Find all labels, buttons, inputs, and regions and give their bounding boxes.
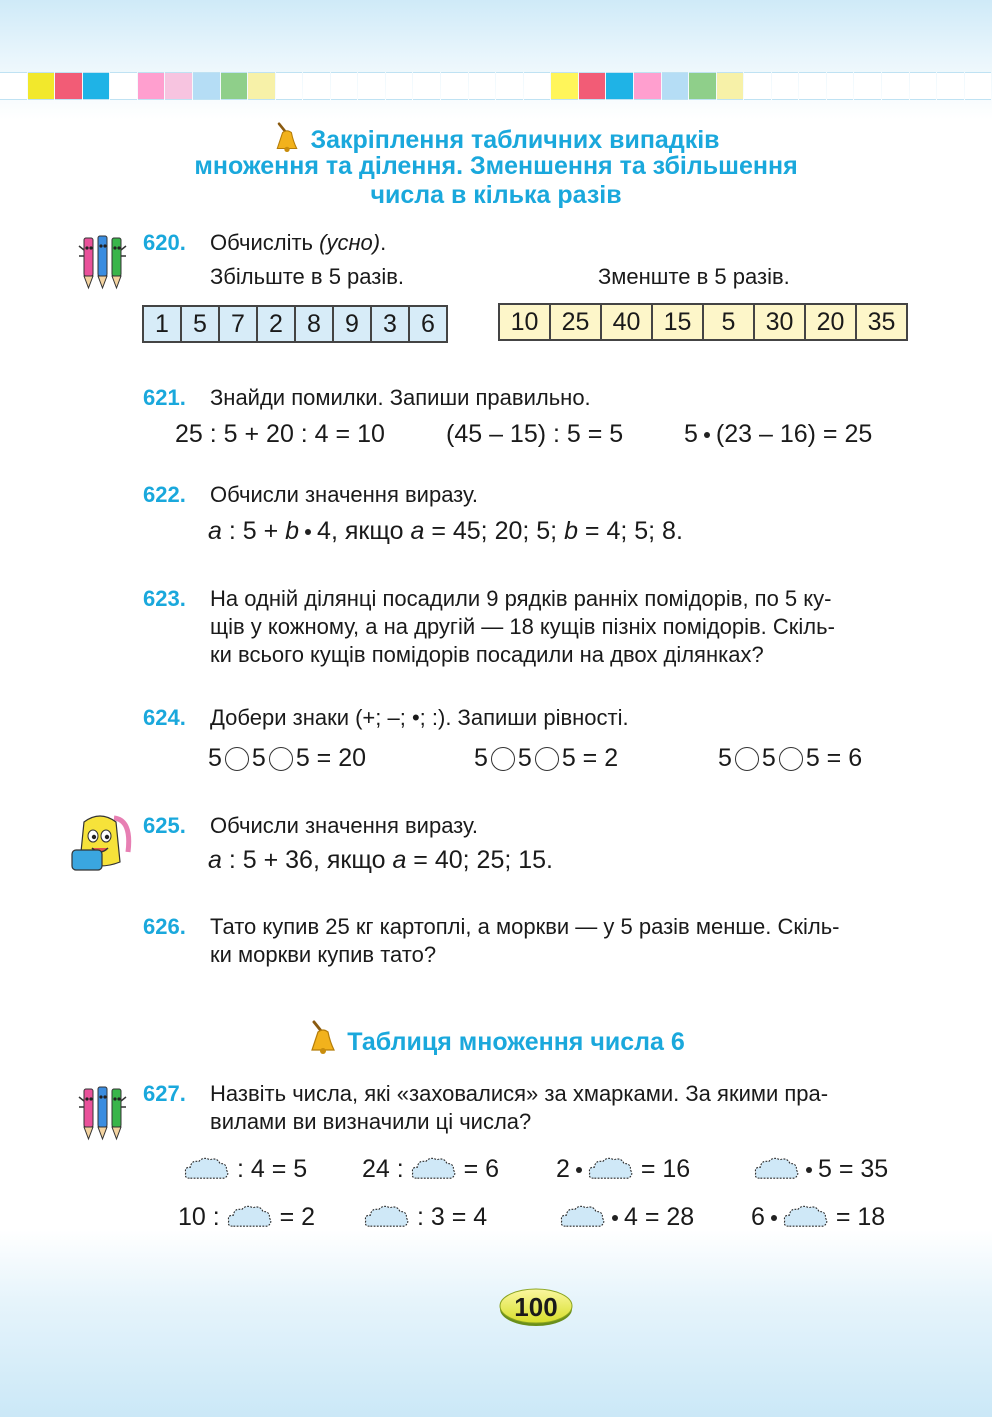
operand: 5 = 2 [561,744,619,772]
strip-cell [110,72,137,100]
strip-cell [579,72,606,100]
exercise-line: На одній ділянці посадили 9 рядків ранніх помідорів, по 5 ку- [210,586,832,611]
cloud-icon [184,1155,230,1183]
equation-text: : 4 = 5 [236,1155,308,1183]
strip-cell [0,72,27,100]
exercise-626 [143,913,913,969]
cloud-equation [178,1203,315,1232]
blank-circle[interactable] [779,747,803,771]
expression [208,846,553,875]
decorative-color-strip [0,72,992,100]
multiply-dot-icon [771,1215,777,1221]
exercise-number: 623. [143,586,186,611]
table-cell: 7 [219,306,257,342]
equation-text: 2 [556,1155,570,1183]
exercise-line: ки моркви купив тато? [210,942,437,967]
exercise-number: 626. [143,914,186,939]
strip-cell [689,72,716,100]
decrease-table [498,303,908,341]
expression: (45 – 15) : 5 = 5 [446,420,624,448]
expression-part: = 40; 25; 15. [406,846,554,874]
cloud-icon [411,1155,457,1183]
operand: 5 = 6 [805,744,863,772]
strip-cell [882,72,909,100]
exercise-623 [143,585,913,669]
exercise-number: 620. [143,230,186,255]
exercise-line: щів у кожному, а на другій — 18 кущів пізніх помідорів. Скіль- [210,614,835,639]
cloud-equation [556,1155,690,1184]
exercise-text: Обчисліть [210,230,313,255]
strip-cell [524,72,551,100]
cloud-equation [560,1203,694,1232]
cloud-icon [783,1203,829,1231]
strip-cell [248,72,275,100]
strip-cell [331,72,358,100]
strip-cell [717,72,744,100]
equation-group [718,744,862,773]
exercise-line: вилами ви визначили ці числа? [210,1109,532,1134]
exercise-text: Добери знаки (+; –; •; :). Запиши рівності. [210,705,629,730]
table-cell: 5 [703,304,754,340]
section-heading-2 [0,1020,992,1060]
exercise-number: 627. [143,1081,186,1106]
equation-text: = 2 [279,1203,316,1231]
expression-part: (23 – 16) = 25 [715,420,873,448]
strip-cell [358,72,385,100]
exercise-text-italic: (усно) [319,230,381,255]
heading-line-3: числа в кілька разів [370,181,622,209]
operand: 5 [761,744,776,772]
heading-line-1: Закріплення табличних випадків [310,126,720,154]
exercise-text: Обчисли значення виразу. [210,813,478,838]
exercise-line: Назвіть числа, які «заховалися» за хмарками. За якими пра- [210,1081,829,1106]
table-cell: 40 [601,304,652,340]
operand: 5 [251,744,266,772]
blank-circle[interactable] [535,747,559,771]
operand: 5 [208,744,222,772]
operand: 5 = 20 [295,744,367,772]
strip-cell [83,72,110,100]
page-number-badge [498,1288,574,1328]
exercise-622 [143,481,913,509]
variable: a [208,846,222,874]
strip-cell [413,72,440,100]
blank-circle[interactable] [225,747,249,771]
exercise-number: 622. [143,482,186,507]
expression-part: : 5 + [221,517,286,545]
table-cell: 10 [499,304,550,340]
expression [684,420,872,449]
strip-cell [165,72,192,100]
expression-part: = 4; 5; 8. [577,517,683,545]
bell-icon [307,1020,339,1060]
cloud-icon [364,1203,410,1231]
equation-text: = 16 [640,1155,691,1183]
strip-cell [772,72,799,100]
cloud-icon [754,1155,800,1183]
operand: 5 [718,744,732,772]
exercise-624 [143,704,913,732]
strip-cell [28,72,55,100]
variable: a [208,517,222,545]
expression-part: 5 [684,420,698,448]
table-cell: 9 [333,306,371,342]
blank-circle[interactable] [735,747,759,771]
cloud-icon [227,1203,273,1231]
equation-text: 6 [751,1203,765,1231]
table-cell: 2 [257,306,295,342]
strip-cell [854,72,881,100]
equation-text: 5 = 35 [818,1155,889,1183]
equation-text: = 6 [463,1155,500,1183]
table-cell: 15 [652,304,703,340]
exercise-number: 621. [143,385,186,410]
strip-cell [634,72,661,100]
exercise-number: 624. [143,705,186,730]
multiply-dot-icon [305,529,311,535]
cloud-equation [184,1155,307,1184]
strip-cell [910,72,937,100]
table-cell: 35 [856,304,907,340]
backpack-icon [70,812,134,879]
multiply-dot-icon [576,1167,582,1173]
exercise-line: ки всього кущів помідорів посадили на двох ділянках? [210,642,764,667]
right-label: Зменште в 5 разів. [598,264,790,289]
strip-cell [744,72,771,100]
strip-cell [441,72,468,100]
pencils-icon [78,232,138,297]
expression-part: 4, якщо [317,517,411,545]
strip-cell [138,72,165,100]
strip-cell [799,72,826,100]
exercise-text-end: . [380,230,387,255]
exercise-number: 625. [143,813,186,838]
strip-cell [276,72,303,100]
heading-line-2: множення та ділення. Зменшення та збільшення [194,152,798,180]
strip-cell [496,72,523,100]
blank-circle[interactable] [491,747,515,771]
equation-text: = 18 [835,1203,886,1231]
blank-circle[interactable] [269,747,293,771]
strip-cell [606,72,633,100]
cloud-equation [754,1155,888,1184]
variable: a [392,846,407,874]
equation-text: : 3 = 4 [416,1203,488,1231]
exercise-620 [143,229,913,257]
variable: b [285,517,300,545]
table-cell: 6 [409,306,447,342]
variable: a [410,517,425,545]
strip-cell [221,72,248,100]
exercise-line: Тато купив 25 кг картоплі, а моркви — у 5 разів менше. Скіль- [210,914,840,939]
equation-text: 24 : [362,1155,404,1183]
table-cell: 5 [181,306,219,342]
strip-cell [827,72,854,100]
cloud-icon [560,1203,606,1231]
strip-cell [193,72,220,100]
table-cell: 1 [143,306,181,342]
table-cell: 8 [295,306,333,342]
equation-group [208,744,366,773]
operand: 5 [474,744,488,772]
strip-cell [662,72,689,100]
expression-part: = 45; 20; 5; [424,517,565,545]
strip-cell [469,72,496,100]
exercise-625 [143,812,913,840]
increase-table [142,305,448,343]
expression: 25 : 5 + 20 : 4 = 10 [175,420,385,448]
expression-part: : 5 + 36, якщо [221,846,393,874]
cloud-equation [364,1203,487,1232]
equation-text: 10 : [178,1203,220,1231]
exercise-627 [143,1080,913,1136]
multiply-dot-icon [806,1167,812,1173]
operand: 5 [517,744,532,772]
cloud-equation [362,1155,499,1184]
table-cell: 20 [805,304,856,340]
variable: b [564,517,578,545]
exercise-text: Обчисли значення виразу. [210,482,478,507]
exercise-621 [143,384,913,412]
cloud-equation [751,1203,885,1232]
strip-cell [937,72,964,100]
strip-cell [55,72,82,100]
pencils-icon [78,1083,138,1148]
table-cell: 3 [371,306,409,342]
strip-cell [386,72,413,100]
multiply-dot-icon [612,1215,618,1221]
table-cell: 25 [550,304,601,340]
expression [208,517,683,546]
exercise-text: Знайди помилки. Запиши правильно. [210,385,591,410]
strip-cell [965,72,992,100]
equation-group [474,744,618,773]
left-label: Збільште в 5 разів. [210,264,405,289]
table-cell: 30 [754,304,805,340]
strip-cell [551,72,578,100]
cloud-icon [588,1155,634,1183]
multiply-dot-icon [704,432,710,438]
equation-text: 4 = 28 [624,1203,695,1231]
strip-cell [303,72,330,100]
page-number: 100 [514,1292,558,1322]
heading-text: Таблиця множення числа 6 [347,1028,685,1056]
